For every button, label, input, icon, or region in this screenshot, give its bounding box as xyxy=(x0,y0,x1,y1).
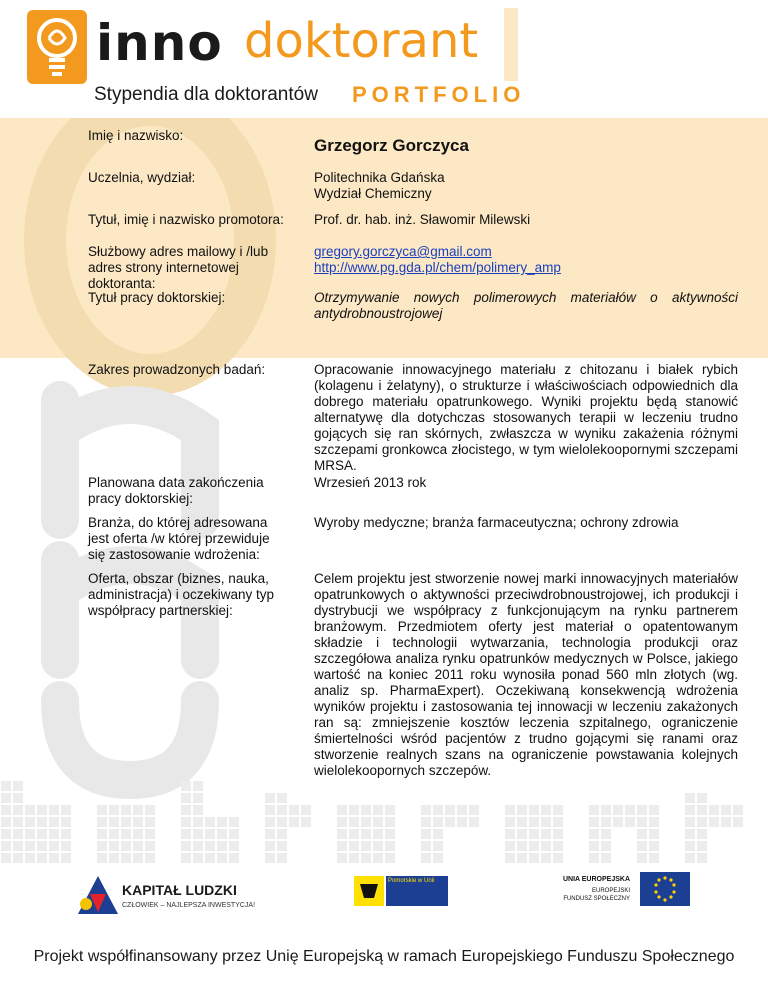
field-label: Zakres prowadzonych badań: xyxy=(88,362,266,377)
field-value: Prof. dr. hab. inż. Sławomir Milewski xyxy=(314,212,531,227)
eu-flag-icon xyxy=(640,872,690,906)
field-label: Imię i nazwisko: xyxy=(88,128,184,143)
university-name: Politechnika Gdańska xyxy=(314,170,445,185)
field-value xyxy=(314,170,738,202)
field-label: Oferta, obszar (biznes, nauka, administracja) i oczekiwany typ współpracy partnerskiej: xyxy=(88,571,275,618)
field-value: Grzegorz Gorczyca xyxy=(314,136,469,155)
pomorskie-logo: Pomorskie w Unii xyxy=(386,876,448,906)
field-label: Tytuł pracy doktorskiej: xyxy=(88,290,226,305)
eu-label-1: UNIA EUROPEJSKA xyxy=(562,876,630,883)
kapital-ludzki-title: KAPITAŁ LUDZKI xyxy=(122,882,237,898)
website-link[interactable]: http://www.pg.gda.pl/chem/polimery_amp xyxy=(314,260,561,275)
eu-label-3: FUNDUSZ SPOŁECZNY xyxy=(563,896,630,902)
field-value: Wrzesień 2013 rok xyxy=(314,475,427,490)
email-link[interactable]: gregory.gorczyca@gmail.com xyxy=(314,244,492,259)
field-label: Służbowy adres mailowy i /lub adres strony internetowej doktoranta: xyxy=(88,244,269,291)
sponsor-logos xyxy=(0,866,768,946)
lightbulb-logo-icon xyxy=(27,10,87,84)
eu-label-2: EUROPEJSKI xyxy=(591,888,630,894)
field-label: Uczelnia, wydział: xyxy=(88,170,196,185)
field-value: Otrzymywanie nowych polimerowych materiałów o aktywności antydrobnoustrojowej xyxy=(314,290,738,321)
field-label: Planowana data zakończenia pracy doktorskiej: xyxy=(88,475,264,506)
dotted-letters-decoration xyxy=(0,780,768,864)
watermark-graphic xyxy=(0,100,300,800)
faculty-name: Wydział Chemiczny xyxy=(314,186,432,201)
portfolio-label: PORTFOLIO xyxy=(340,81,532,109)
pomorskie-crest-icon xyxy=(354,876,384,906)
field-label: Tytuł, imię i nazwisko promotora: xyxy=(88,212,284,227)
kapital-ludzki-subtitle: CZŁOWIEK – NAJLEPSZA INWESTYCJA! xyxy=(122,902,256,909)
header xyxy=(0,0,768,118)
tagline: Stypendia dla doktorantów xyxy=(94,84,318,105)
field-label: Branża, do której adresowana jest oferta /w której przewiduje się zastosowanie wdrożenia: xyxy=(88,515,270,562)
kapital-ludzki-icon xyxy=(76,874,120,918)
field-value: Wyroby medyczne; branża farmaceutyczna; ochrony zdrowia xyxy=(314,515,679,530)
footer-note: Projekt współfinansowany przez Unię Europejską w ramach Europejskiego Funduszu Społecznego xyxy=(33,948,735,965)
field-value: Opracowanie innowacyjnego materiału z chitozanu i białek rybich (kolagenu i żelatyny), o strukturze i właściwościach odpowiednich dla dobrego materiału opatrunkowego. Wyniki projektu będą stanowić alternatywę dla dotychczas stosowanych terapii w leczeniu trudno gojących się ran skórnych, zwłaszcza w wyniku zakażenia różnymi szczepami gronkowca złocistego, w tym wielolekoopornymi szczepami MRSA. xyxy=(314,362,738,473)
logo-doktorant: doktorant xyxy=(244,13,479,69)
logo-inno: inno xyxy=(96,14,223,72)
field-value xyxy=(314,244,738,276)
field-value: Celem projektu jest stworzenie nowej marki innowacyjnych materiałów opatrunkowych o aktywności przeciwdrobnoustrojowej, ich produkcji i dystrybucji we współpracy z funkcjonującym na rynku partnerem branżowym. Przedmiotem oferty jest materiał o opatentowanym składzie i technologii wytwarzania, technologia produkcji oraz szczegółowa analiza rynku opatrunków medycznych w Polsce, jakiego wartość na koniec 2011 roku wynosiła ponad 560 mln złotych (wg. analiz sp. PharmaExpert). Oczekiwaną konsekwencją wdrożenia wyników projektu i zastosowania tej innowacji w leczeniu zakażonych ran są: zmniejszenie kosztów leczenia szpitalnego, ograniczenie śmiertelności wśród pacjentów z trudno gojącymi się ranami oraz stworzenie realnych szans na ograniczenie powstawania kolejnych wielolekoopornych szczepów. xyxy=(314,571,738,778)
